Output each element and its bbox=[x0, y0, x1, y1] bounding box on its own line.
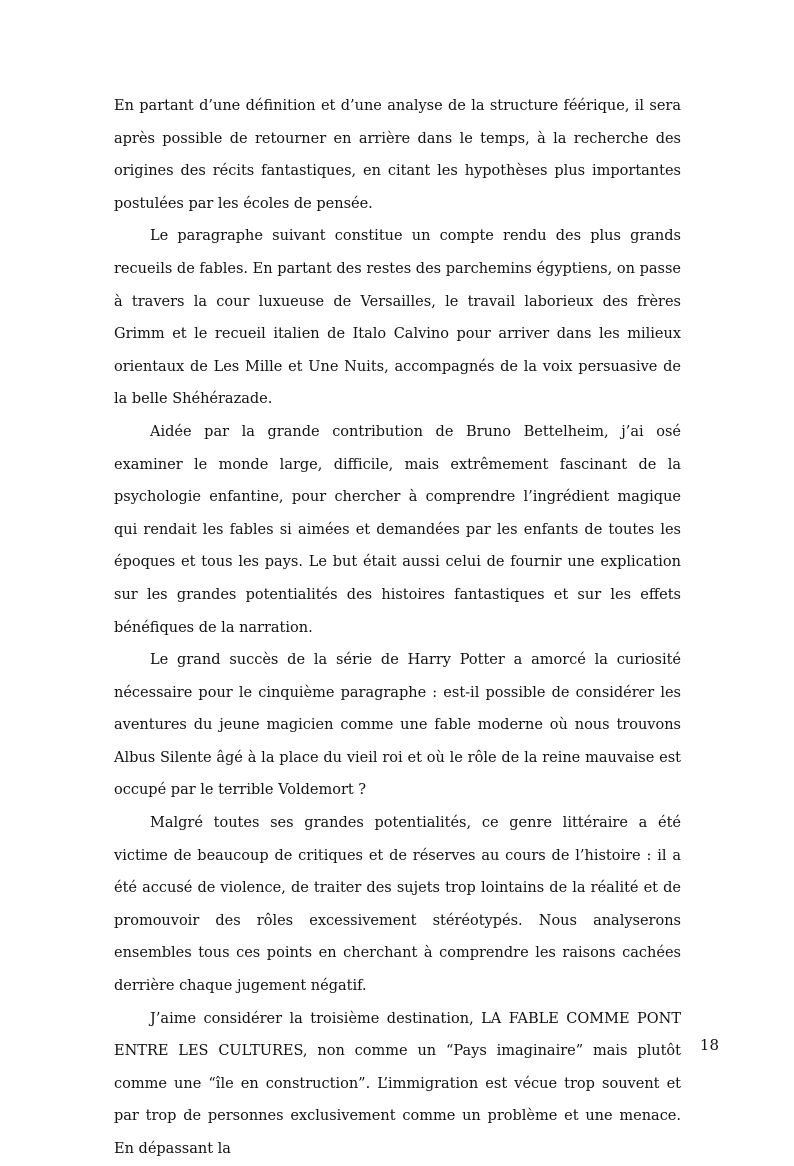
document-body bbox=[114, 90, 681, 1166]
paragraph-3: Aidée par la grande contribution de Bruno Bettelheim, j’ai osé examiner le monde large, difficile, mais extrêmement fascinant de la psychologie enfantine, pour chercher à comprendre l’ingrédient magique qui rendait les fables si aimées et demandées par les enfants de toutes les époques et tous les pays. Le but était aussi celui de fournir une explication sur les grandes potentialités des histoires fantastiques et sur les effets bénéfiques de la narration. bbox=[114, 423, 681, 636]
paragraph-5: Malgré toutes ses grandes potentialités, ce genre littéraire a été victime de beaucoup de critiques et de réserves au cours de l’histoire : il a été accusé de violence, de traiter des sujets trop lointains de la réalité et de promouvoir des rôles excessivement stéréotypés. Nous analyserons ensembles tous ces points en cherchant à comprendre les raisons cachées derrière chaque jugement négatif. bbox=[114, 815, 681, 995]
paragraph-1: En partant d’une définition et d’une analyse de la structure féérique, il sera après possible de retourner en arrière dans le temps, à la recherche des origines des récits fantastiques, en citant les hypothèses plus importantes postulées par les écoles de pensée. bbox=[114, 98, 681, 212]
paragraph-4: Le grand succès de la série de Harry Potter a amorcé la curiosité nécessaire pour le cinquième paragraphe : est-il possible de considérer les aventures du jeune magicien comme une fable moderne où nous trouvons Albus Silente âgé à la place du vieil roi et où le rôle de la reine mauvaise est occupé par le terrible Voldemort ? bbox=[114, 652, 681, 799]
page-number: 18 bbox=[699, 1036, 719, 1054]
paragraph-2: Le paragraphe suivant constitue un compte rendu des plus grands recueils de fables. En partant des restes des parchemins égyptiens, on passe à travers la cour luxueuse de Versailles, le travail laborieux des frères Grimm et le recueil italien de Italo Calvino pour arriver dans les milieux orientaux de Les Mille et Une Nuits, accompagnés de la voix persuasive de la belle Shéhérazade. bbox=[114, 228, 681, 408]
paragraph-6: J’aime considérer la troisième destination, LA FABLE COMME PONT ENTRE LES CULTURES, non comme un “Pays imaginaire” mais plutôt comme une “île en construction”. L’immigration est vécue trop souvent et par trop de personnes exclusivement comme un problème et une menace. En dépassant la bbox=[114, 1010, 681, 1157]
